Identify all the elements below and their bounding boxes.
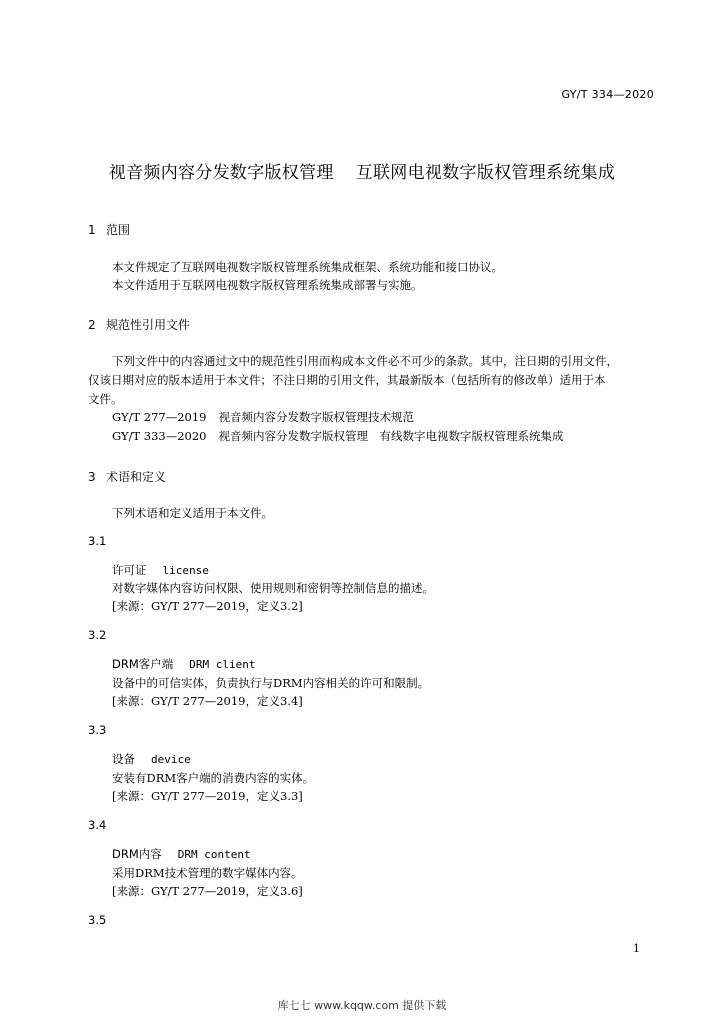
section-1-paragraph-1: 本文件规定了互联网电视数字版权管理系统集成框架、系统功能和接口协议。 <box>112 260 503 274</box>
section-number: 1 <box>88 223 96 237</box>
term-source: [来源：GY/T 277—2019，定义3.6] <box>112 884 303 898</box>
section-3-heading <box>88 468 166 485</box>
section-2-paragraph-line-1: 下列文件中的内容通过文中的规范性引用而构成本文件必不可少的条款。其中，注日期的引用文件， <box>112 354 618 368</box>
term-chinese: DRM内容 <box>112 847 162 861</box>
term-source: [来源：GY/T 277—2019，定义3.4] <box>112 694 303 708</box>
title-part-1: 视音频内容分发数字版权管理 <box>108 163 334 183</box>
term-heading <box>112 562 209 578</box>
term-number: 3.5 <box>88 913 107 927</box>
section-title: 规范性引用文件 <box>106 318 191 332</box>
standard-number: GY/T 334—2020 <box>561 88 654 101</box>
term-number: 3.4 <box>88 818 107 832</box>
term-number: 3.3 <box>88 723 107 737</box>
section-2-paragraph-line-2: 仅该日期对应的版本适用于本文件；不注日期的引用文件，其最新版本（包括所有的修改单）适用于本 <box>88 373 606 387</box>
document-title <box>60 158 664 183</box>
reference-title: 视音频内容分发数字版权管理 有线数字电视数字版权管理系统集成 <box>218 429 564 443</box>
term-number: 3.1 <box>88 534 107 548</box>
term-english: DRM content <box>177 848 251 861</box>
term-source: [来源：GY/T 277—2019，定义3.2] <box>112 599 303 613</box>
term-definition: 对数字媒体内容访问权限、使用规则和密钥等控制信息的描述。 <box>112 581 434 595</box>
normative-reference <box>112 409 414 425</box>
term-definition: 采用DRM技术管理的数字媒体内容。 <box>112 866 303 880</box>
term-number: 3.2 <box>88 628 107 642</box>
term-heading <box>112 846 251 862</box>
section-title: 范围 <box>106 223 131 237</box>
title-part-2: 互联网电视数字版权管理系统集成 <box>355 163 616 183</box>
term-chinese: 许可证 <box>112 563 147 577</box>
normative-reference <box>112 428 564 444</box>
reference-code: GY/T 277—2019 <box>112 410 207 424</box>
footer-watermark: 库七七 www.kqqw.com 提供下载 <box>277 999 447 1012</box>
term-english: license <box>162 564 209 577</box>
section-1-paragraph-2: 本文件适用于互联网电视数字版权管理系统集成部署与实施。 <box>112 278 423 292</box>
section-2-heading <box>88 316 190 333</box>
page-number: 1 <box>633 942 640 955</box>
term-definition: 设备中的可信实体，负责执行与DRM内容相关的许可和限制。 <box>112 676 430 690</box>
section-3-intro: 下列术语和定义适用于本文件。 <box>112 506 273 520</box>
section-number: 2 <box>88 318 96 332</box>
section-title: 术语和定义 <box>106 470 167 484</box>
section-2-paragraph-line-3: 文件。 <box>88 392 123 406</box>
term-heading <box>112 656 256 672</box>
term-english: device <box>151 753 191 766</box>
term-english: DRM client <box>189 658 256 671</box>
term-source: [来源：GY/T 277—2019，定义3.3] <box>112 789 303 803</box>
reference-title: 视音频内容分发数字版权管理技术规范 <box>218 410 414 424</box>
section-number: 3 <box>88 470 96 484</box>
term-chinese: DRM客户端 <box>112 657 174 671</box>
section-1-heading <box>88 221 130 238</box>
term-definition: 安装有DRM客户端的消费内容的实体。 <box>112 771 315 785</box>
term-chinese: 设备 <box>112 752 135 766</box>
reference-code: GY/T 333—2020 <box>112 429 207 443</box>
term-heading <box>112 751 191 767</box>
